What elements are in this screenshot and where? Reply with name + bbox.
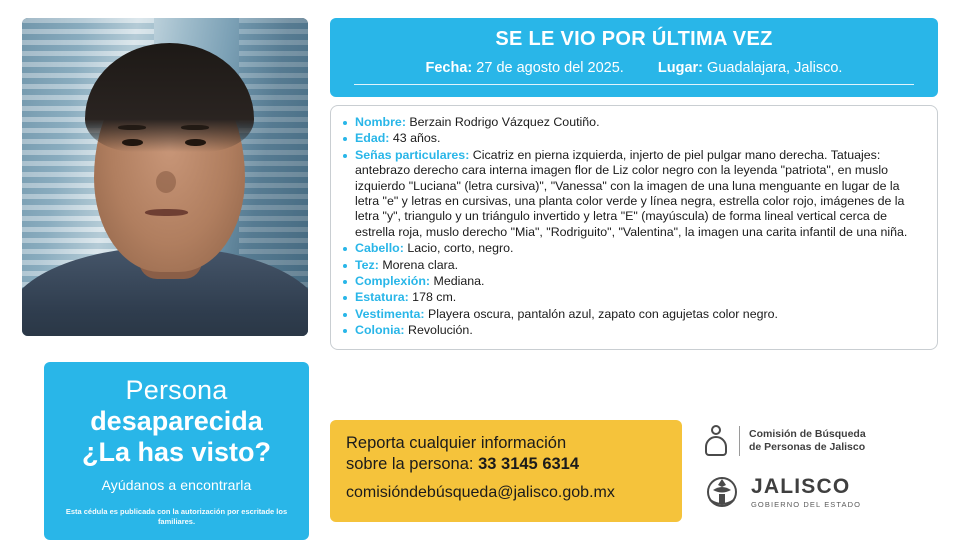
detail-key: Cabello: xyxy=(355,241,404,256)
missing-person-callout xyxy=(44,362,309,540)
detail-key: Tez: xyxy=(355,257,379,272)
agency-logos xyxy=(702,420,938,522)
date-value: 27 de agosto del 2025. xyxy=(476,60,624,76)
list-item xyxy=(341,115,925,130)
report-text-prefix: sobre la persona: xyxy=(346,455,474,473)
detail-value: Cicatriz en pierna izquierda, injerto de piel pulgar mano derecha. Tatuajes: antebrazo derecho cara interna imagen flor de Liz color negro con la leyenda "patriota", en muslo izquierdo "Luciana" (letra cursiva)", "Vanessa" con la imagen de una luna menguante en lugar de la letra "e" y letras en cursivas, una planta color verde y línea negra, estrella color rojo, imágenes de la letra "y", triangulo y un triángulo invertido y letra "E" (mayúscula) de forma lineal vertical cerca de estrella roja, muslo derecho "Mia", "Rodriguito", "Valentina", la imagen una carita infantil de una niña. xyxy=(355,147,908,239)
logo-divider xyxy=(739,426,740,456)
callout-disclaimer: Esta cédula es publicada con la autorización por escritade los familiares. xyxy=(65,506,288,527)
detail-key: Estatura: xyxy=(355,290,409,305)
callout-help-text: Ayúdanos a encontrarla xyxy=(101,476,252,493)
header-title: SE LE VIO POR ÚLTIMA VEZ xyxy=(495,28,773,50)
commission-line-1: Comisión de Búsqueda xyxy=(749,428,866,440)
detail-key: Complexión: xyxy=(355,274,431,289)
commission-line-2: de Personas de Jalisco xyxy=(749,441,866,453)
jalisco-name: JALISCO xyxy=(751,474,851,498)
place-value: Guadalajara, Jalisco. xyxy=(707,60,843,76)
detail-key: Nombre: xyxy=(355,115,406,129)
photo-mouth xyxy=(145,209,188,216)
detail-key: Edad: xyxy=(355,131,390,146)
report-contact-card xyxy=(330,420,682,522)
detail-value: 178 cm. xyxy=(412,290,457,305)
detail-value: Mediana. xyxy=(433,274,485,289)
header-divider xyxy=(354,84,914,85)
person-body-shape xyxy=(705,436,727,456)
report-email[interactable]: comisióndebúsqueda@jalisco.gob.mx xyxy=(346,484,615,501)
photo-eyebrow-right xyxy=(181,125,210,130)
detail-value: Playera oscura, pantalón azul, zapato con agujetas color negro. xyxy=(428,306,778,321)
place-label: Lugar: xyxy=(657,60,704,76)
jalisco-wordmark xyxy=(751,476,861,509)
header-subtitle xyxy=(344,60,924,76)
last-seen-header xyxy=(330,18,938,97)
bottom-row xyxy=(330,420,938,522)
right-column xyxy=(330,18,938,350)
detail-key: Colonia: xyxy=(355,323,405,338)
list-item xyxy=(341,290,925,305)
callout-question: ¿La has visto? xyxy=(81,437,272,468)
detail-value: Revolución. xyxy=(408,323,473,338)
detail-value: Lacio, corto, negro. xyxy=(407,241,514,256)
detail-value: Morena clara. xyxy=(382,257,459,272)
commission-name xyxy=(749,428,866,454)
callout-line-2: desaparecida xyxy=(90,405,263,436)
left-column xyxy=(22,18,308,527)
list-item xyxy=(341,323,925,338)
detail-key: Vestimenta: xyxy=(355,306,425,321)
person-search-icon xyxy=(702,424,730,458)
list-item xyxy=(341,148,925,240)
list-item xyxy=(341,274,925,289)
date-label: Fecha: xyxy=(425,60,473,76)
person-details-card xyxy=(330,105,938,350)
jalisco-subtitle: GOBIERNO DEL ESTADO xyxy=(751,499,862,509)
detail-value: 43 años. xyxy=(392,131,441,146)
list-item xyxy=(341,131,925,146)
person-details-list xyxy=(341,115,925,339)
detail-value: Berzain Rodrigo Vázquez Coutiño. xyxy=(409,115,600,129)
detail-key: Señas particulares: xyxy=(355,147,470,162)
list-item xyxy=(341,241,925,256)
commission-logo xyxy=(702,424,938,458)
report-phone-number[interactable]: 33 3145 6314 xyxy=(478,455,580,473)
person-photo xyxy=(22,18,308,336)
person-head-shape xyxy=(711,425,721,435)
photo-eyebrow-left xyxy=(118,125,147,130)
jalisco-emblem-icon xyxy=(702,472,742,512)
jalisco-government-logo xyxy=(702,472,938,512)
list-item xyxy=(341,258,925,273)
list-item xyxy=(341,307,925,322)
callout-line-1: Persona xyxy=(125,375,228,405)
report-text-line-2 xyxy=(346,454,666,475)
report-text-line-1: Reporta cualquier información xyxy=(346,434,567,452)
